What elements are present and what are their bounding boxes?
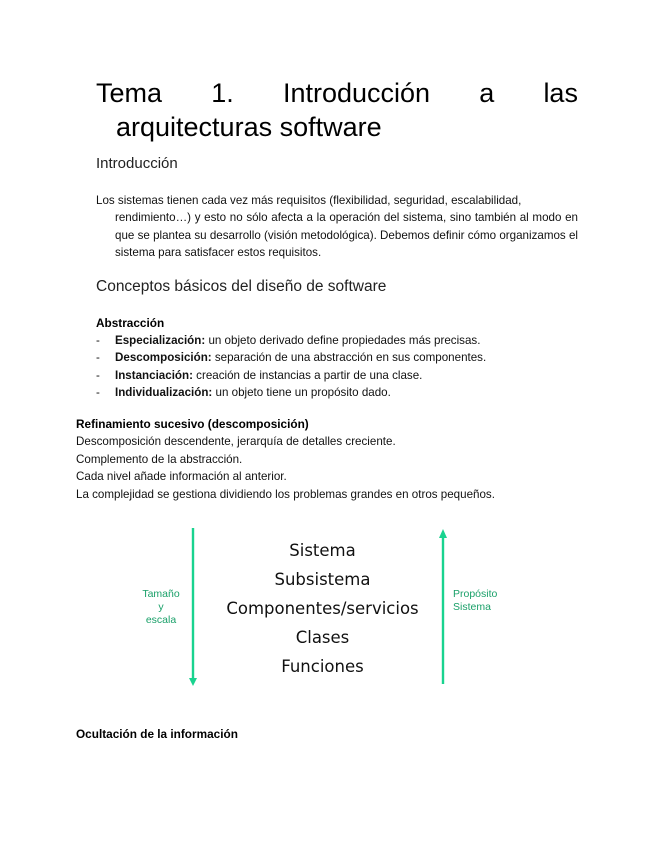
level-item: Funciones [281,657,364,676]
title-word: las [543,78,578,108]
right-label-line: Propósito [453,588,498,600]
right-label [453,588,497,614]
level-item: Sistema [289,541,356,560]
down-arrow-icon [189,528,197,686]
bullet-dash: - [96,386,100,400]
hiding-heading: Ocultación de la información [76,727,238,741]
refinement-heading: Refinamiento sucesivo (descomposición) [76,417,309,431]
document-title [96,76,578,144]
bullet-dash: - [96,351,100,365]
list-item [96,384,486,401]
list-item [96,332,486,349]
refinement-line: Cada nivel añade información al anterior. [76,470,287,483]
item-term: Instanciación: [115,368,193,382]
item-desc: un objeto tiene un propósito dado. [212,386,391,400]
title-line-2: arquitecturas software [116,112,382,142]
intro-paragraph-rest: rendimiento…) y esto no sólo afecta a la operación del sistema, sino también al modo en que se plantea su desarrollo (visión metodológica). Debemos definir cómo organizamos el sistema para satisfacer estos requisitos. [115,211,578,259]
refinement-line: Complemento de la abstracción. [76,452,243,466]
item-desc: creación de instancias a partir de una clase. [192,368,423,382]
refinement-line: Descomposición descendente, jerarquía de detalles creciente. [76,435,396,448]
intro-heading: Introducción [96,155,178,172]
list-item [96,349,486,366]
title-line-1 [96,76,578,110]
left-label-line: Tamaño [142,588,180,600]
refinement-lines [76,433,495,503]
intro-paragraph [96,192,578,261]
left-label-line: y [158,601,164,613]
abstraction-list [96,332,486,402]
title-word: Introducción [282,78,431,108]
item-term: Especialización: [115,334,206,347]
item-term: Individualización: [115,386,213,400]
bullet-dash: - [96,334,100,347]
basics-heading: Conceptos básicos del diseño de software [96,278,387,295]
left-label-line: escala [145,614,177,626]
hierarchy-diagram [0,520,655,695]
item-desc: separación de una abstracción en sus componentes. [211,351,487,365]
level-item: Clases [295,628,350,647]
levels-list [200,536,445,681]
right-label-line: Sistema [453,601,491,613]
abstraction-label: Abstracción [96,316,165,330]
left-label [136,588,186,627]
item-term: Descomposición: [115,351,212,365]
title-word: a [479,78,495,108]
title-word: Tema [96,78,163,108]
level-item: Componentes/servicios [226,599,419,618]
intro-paragraph-first-line: Los sistemas tienen cada vez más requisitos (flexibilidad, seguridad, escalabilidad, [96,194,522,207]
level-item: Subsistema [274,570,371,589]
list-item [96,367,486,384]
bullet-dash: - [96,368,100,382]
refinement-line: La complejidad se gestiona dividiendo los problemas grandes en otros pequeños. [76,487,495,501]
title-word: 1. [211,78,234,108]
item-desc: un objeto derivado define propiedades más precisas. [205,334,481,347]
